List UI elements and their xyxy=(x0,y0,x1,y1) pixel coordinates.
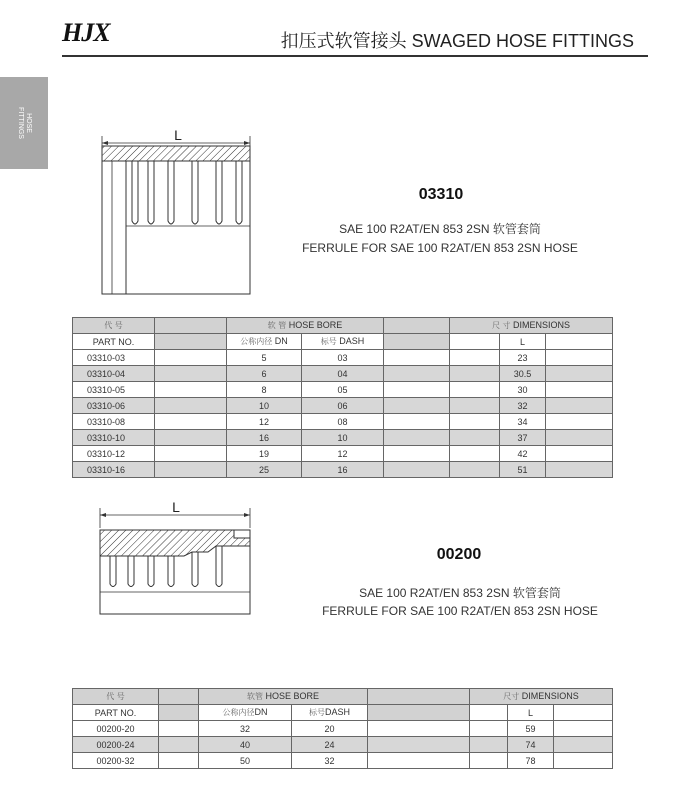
ferrule-03310-drawing xyxy=(96,126,266,296)
head-l: L xyxy=(508,705,554,721)
table-row: 03310-05 8 05 30 xyxy=(73,382,613,398)
table-row: 03310-08 12 08 34 xyxy=(73,414,613,430)
spec-table-00200 xyxy=(72,688,613,769)
product-desc-03310-line2: FERRULE FOR SAE 100 R2AT/EN 853 2SN HOSE xyxy=(302,241,578,255)
table-row: 03310-04 6 04 30.5 xyxy=(73,366,613,382)
spec-table-03310 xyxy=(72,317,613,478)
head-l: L xyxy=(500,334,546,350)
product-code-00200: 00200 xyxy=(436,546,482,563)
head-dash: 标号DASH xyxy=(292,705,368,721)
side-tab-label xyxy=(16,107,32,139)
section-side-tab xyxy=(0,77,48,169)
head-dimensions: 尺 寸 DIMENSIONS xyxy=(450,318,613,334)
head-part-en: PART NO. xyxy=(73,705,159,721)
brand-logo-text: HJX xyxy=(62,18,110,47)
head-dn: 公称内径DN xyxy=(199,705,292,721)
head-part-en: PART NO. xyxy=(73,334,155,350)
ferrule-00200-drawing xyxy=(96,496,266,616)
side-tab-line-2: FITTINGS xyxy=(17,107,24,139)
dimension-l-label: L xyxy=(174,127,182,143)
header-divider xyxy=(62,55,648,57)
side-tab-line-1: HOSE xyxy=(25,113,32,133)
table-row: 03310-03 5 03 23 xyxy=(73,350,613,366)
product-desc-00200-line1: SAE 100 R2AT/EN 853 2SN 软管套筒 xyxy=(359,586,561,600)
head-dash: 标号 DASH xyxy=(302,334,384,350)
table-row: 00200-20 32 20 59 xyxy=(73,721,613,737)
page-title: 扣压式软管接头 SWAGED HOSE FITTINGS xyxy=(280,31,634,51)
table-row: 00200-24 40 24 74 xyxy=(73,737,613,753)
product-code-03310: 03310 xyxy=(418,186,464,203)
head-dn: 公称内径 DN xyxy=(227,334,302,350)
head-hose-bore: 软 管 HOSE BORE xyxy=(227,318,384,334)
product-desc-00200-line2: FERRULE FOR SAE 100 R2AT/EN 853 2SN HOSE xyxy=(322,604,598,618)
head-part-cn: 代 号 xyxy=(73,318,155,334)
table-row: 03310-16 25 16 51 xyxy=(73,462,613,478)
head-part-cn: 代 号 xyxy=(73,689,159,705)
table-row: 03310-10 16 10 37 xyxy=(73,430,613,446)
product-desc-03310-line1: SAE 100 R2AT/EN 853 2SN 软管套筒 xyxy=(339,222,541,236)
table-row: 03310-06 10 06 32 xyxy=(73,398,613,414)
brand-logo xyxy=(62,18,110,48)
dimension-l-label: L xyxy=(172,499,180,515)
table-row: 03310-12 19 12 42 xyxy=(73,446,613,462)
head-hose-bore: 软管 HOSE BORE xyxy=(199,689,368,705)
table-row: 00200-32 50 32 78 xyxy=(73,753,613,769)
head-dimensions: 尺寸 DIMENSIONS xyxy=(470,689,613,705)
